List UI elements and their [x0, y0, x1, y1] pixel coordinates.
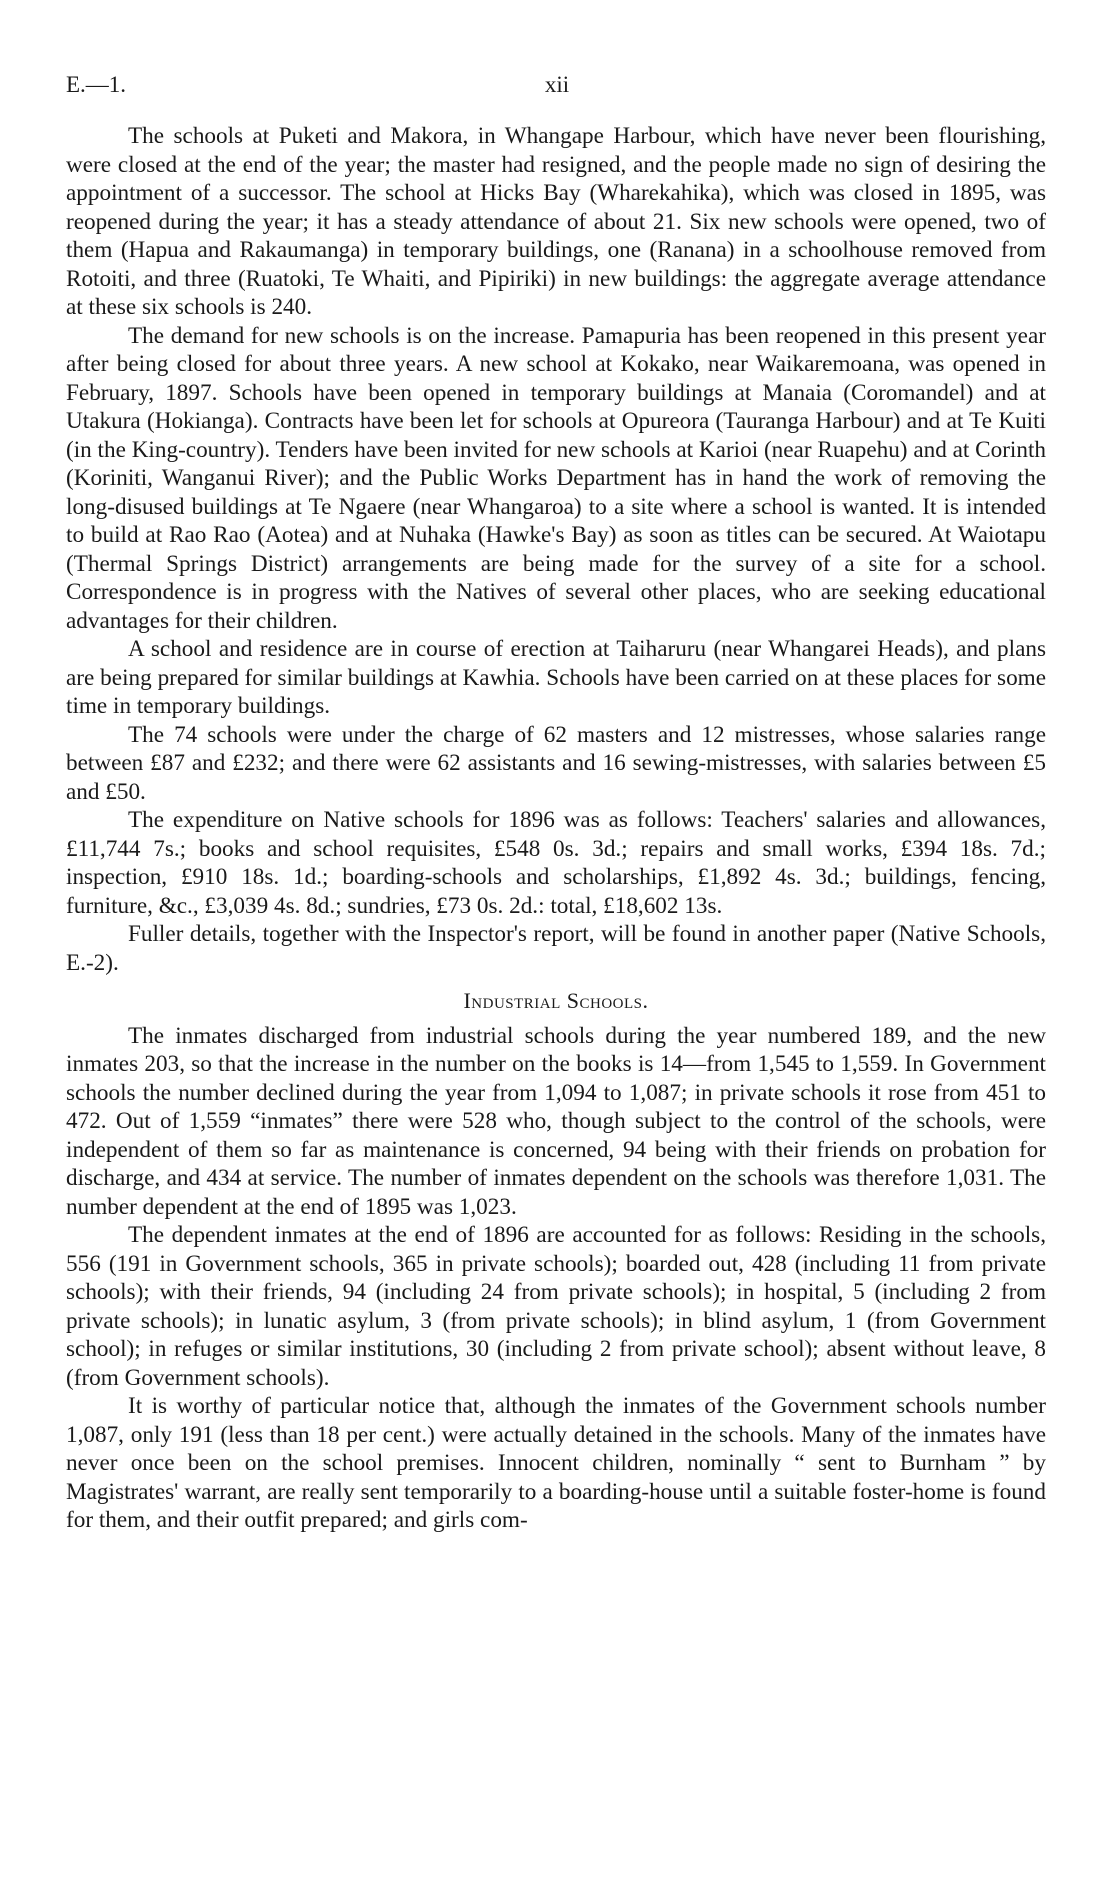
paragraph: The demand for new schools is on the increase. Pamapuria has been reopened in this present year after being closed for about three years. A new school at Kokako, near Waikaremoana, was opened in February, 1897. Schools have been opened in temporary buildings at Manaia (Coromandel) and at Utakura (Hokianga). Contracts have been let for schools at Opureora (Tauranga Harbour) and at Te Kuiti (in the King-country). Tenders have been invited for new schools at Karioi (near Ruapehu) and at Corinth (Koriniti, Wanganui River); and the Public Works Department has in hand the work of removing the long-disused buildings at Te Ngaere (near Whangaroa) to a site where a school is wanted. It is intended to build at Rao Rao (Aotea) and at Nuhaka (Hawke's Bay) as soon as titles can be secured. At Waiotapu (Thermal Springs District) arrangements are being made for the survey of a site for a school. Correspondence is in progress with the Natives of several other places, who are seeking educational advantages for their children.	[66, 322, 1046, 634]
section-heading: Industrial Schools.	[463, 988, 649, 1013]
paragraph: It is worthy of particular notice that, although the inmates of the Government schools number 1,087, only 191 (less than 18 per cent.) were actually detained in the schools. Many of the inmates have never once been on the school premises. Innocent children, nominally “ sent to Burnham ” by Magistrates' warrant, are really sent temporarily to a boarding-house until a suitable foster-home is found for them, and their outfit prepared; and girls com-	[66, 1393, 1046, 1533]
page-number: xii	[544, 72, 570, 97]
paragraph: The schools at Puketi and Makora, in Whangape Harbour, which have never been flourishing, were closed at the end of the year; the master had resigned, and the people made no sign of desiring the appointment of a successor. The school at Hicks Bay (Wharekahika), which was closed in 1895, was reopened during the year; it has a steady attendance of about 21. Six new schools were opened, two of them (Hapua and Rakaumanga) in temporary buildings, one (Ranana) in a schoolhouse removed from Rotoiti, and three (Ruatoki, Te Whaiti, and Pipiriki) in new buildings: the aggregate average attendance at these six schools is 240.	[66, 123, 1046, 320]
paragraph: Fuller details, together with the Inspector's report, will be found in another paper (Native Schools, E.-2).	[66, 921, 1046, 976]
body-text	[66, 122, 1046, 1535]
paragraph: The dependent inmates at the end of 1896 are accounted for as follows: Residing in the schools, 556 (191 in Government schools, 365 in private schools); boarded out, 428 (including 11 from private schools); with their friends, 94 (including 24 from private schools); in hospital, 5 (including 2 from private schools); in lunatic asylum, 3 (from private schools); in blind asylum, 1 (from Government school); in refuges or similar institutions, 30 (including 2 from private school); absent without leave, 8 (from Government schools).	[66, 1222, 1046, 1391]
paragraph: The inmates discharged from industrial schools during the year numbered 189, and the new inmates 203, so that the increase in the number on the books is 14—from 1,545 to 1,559. In Government schools the number declined during the year from 1,094 to 1,087; in private schools it rose from 451 to 472. Out of 1,559 “inmates” there were 528 who, though subject to the control of the schools, were independent of them so far as maintenance is concerned, 94 being with their friends on probation for discharge, and 434 at service. The number of inmates dependent on the schools was therefore 1,031. The number dependent at the end of 1895 was 1,023.	[66, 1022, 1046, 1220]
paragraph: A school and residence are in course of erection at Taiharuru (near Whangarei Heads), and plans are being prepared for similar buildings at Kawhia. Schools have been carried on at these places for some time in temporary buildings.	[66, 636, 1046, 719]
page-header	[66, 72, 1048, 106]
paragraph: The expenditure on Native schools for 1896 was as follows: Teachers' salaries and allowances, £11,744 7s.; books and school requisites, £548 0s. 3d.; repairs and small works, £394 18s. 7d.; inspection, £910 18s. 1d.; boarding-schools and scholarships, £1,892 4s. 3d.; buildings, fencing, furniture, &c., £3,039 4s. 8d.; sundries, £73 0s. 2d.: total, £18,602 13s.	[66, 807, 1046, 919]
paragraph: The 74 schools were under the charge of 62 masters and 12 mistresses, whose salaries range between £87 and £232; and there were 62 assistants and 16 sewing-mistresses, with salaries between £5 and £50.	[66, 721, 1046, 805]
document-reference: E.—1.	[66, 72, 127, 97]
